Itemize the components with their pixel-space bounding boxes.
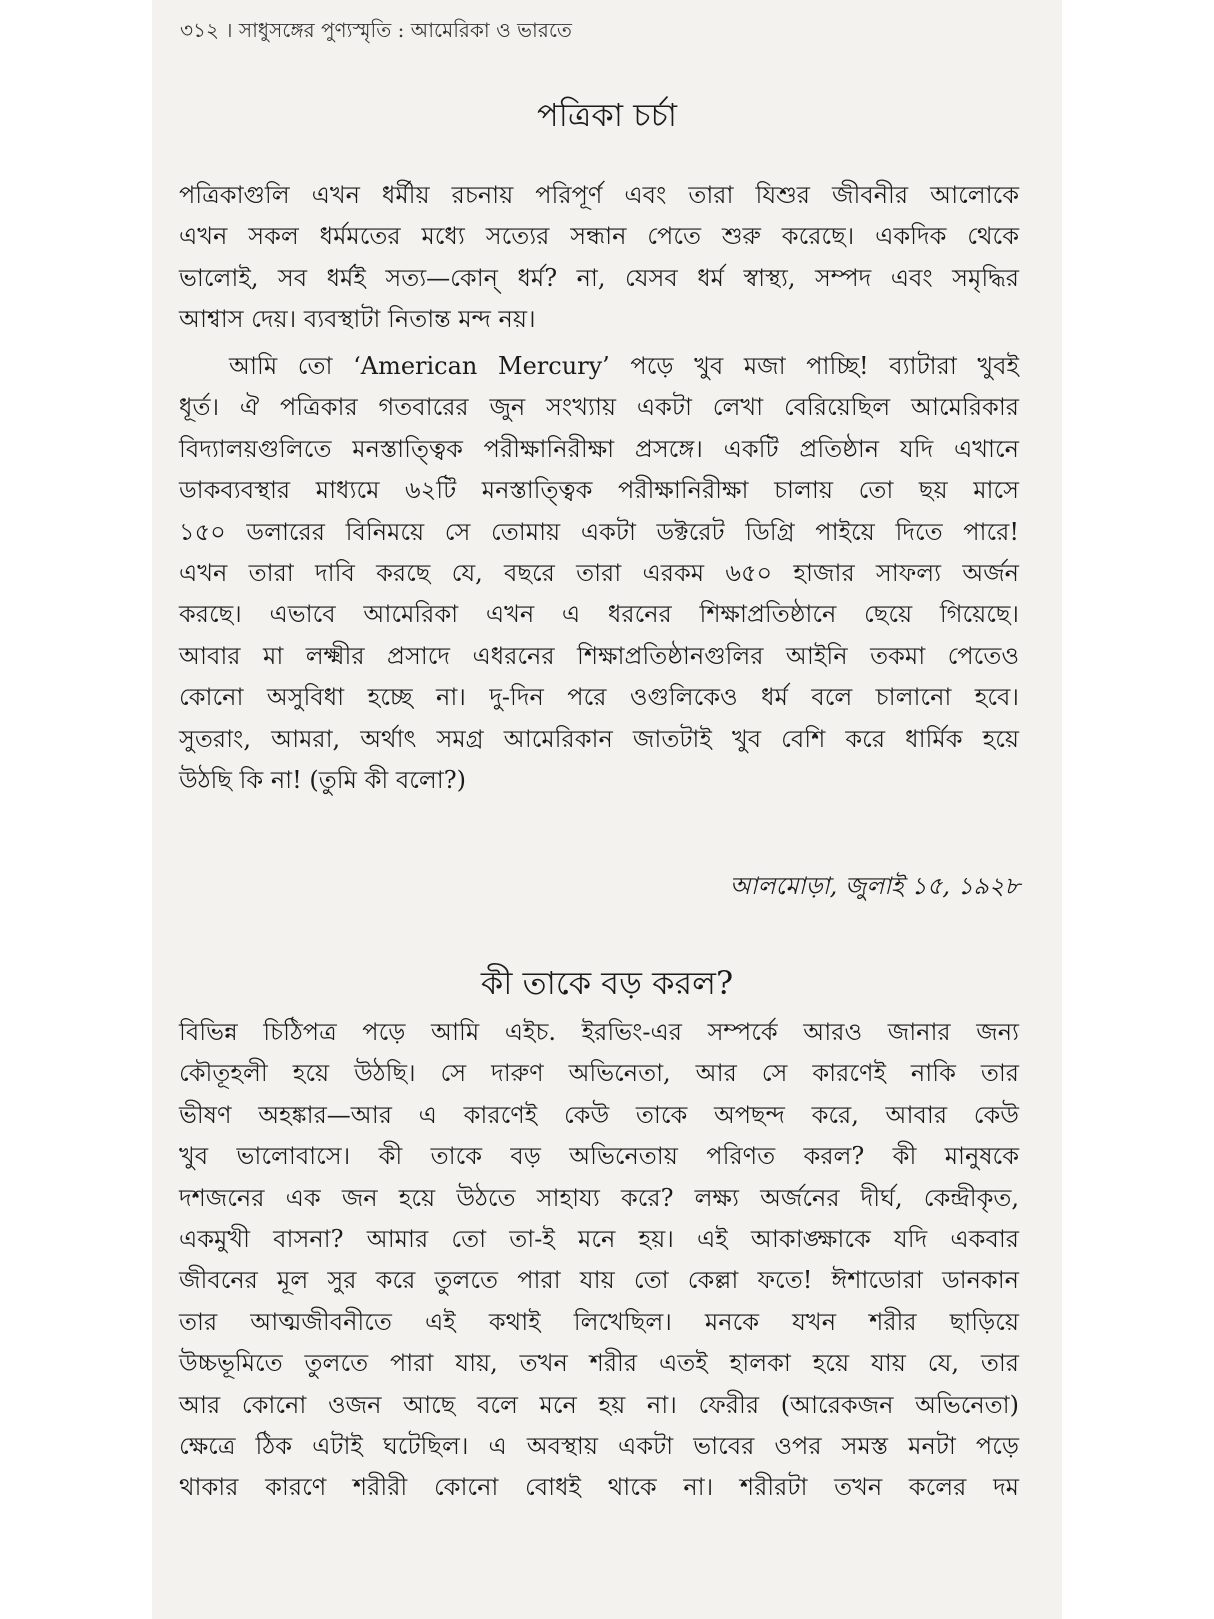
section1-paragraph-1: [179, 175, 1019, 341]
section2-paragraph-1: [179, 1012, 1019, 1509]
text-line: খুব ভালোবাসে। কী তাকে বড় অভিনেতায় পরিণত করল? কী মানুষকে: [179, 1142, 1019, 1171]
place-date-signature: আলমোড়া, জুলাই ১৫, ১৯২৮: [729, 872, 1020, 900]
text-line: বিদ্যালয়গুলিতে মনস্তাত্ত্বিক পরীক্ষানিরীক্ষা প্রসঙ্গে। একটি প্রতিষ্ঠান যদি এখানে: [179, 434, 1019, 463]
text-line: থাকার কারণে শরীরী কোনো বোধই থাকে না। শরীরটা তখন কলের দম: [179, 1473, 1019, 1502]
text-line: করছে। এভাবে আমেরিকা এখন এ ধরনের শিক্ষাপ্রতিষ্ঠানে ছেয়ে গিয়েছে।: [179, 600, 1019, 629]
text-line: তার আত্মজীবনীতে এই কথাই লিখেছিল। মনকে যখন শরীর ছাড়িয়ে: [179, 1307, 1019, 1336]
running-head: ৩১২ । সাধুসঙ্গের পুণ্যস্মৃতি : আমেরিকা ও ভারতে: [180, 18, 572, 42]
text-line: একমুখী বাসনা? আমার তো তা-ই মনে হয়। এই আকাঙ্ক্ষাকে যদি একবার: [179, 1224, 1019, 1253]
text-line: ক্ষেত্রে ঠিক এটাই ঘটেছিল। এ অবস্থায় একটা ভাবের ওপর সমস্ত মনটা পড়ে: [179, 1431, 1019, 1460]
text-line: আশ্বাস দেয়। ব্যবস্থাটা নিতান্ত মন্দ নয়।: [179, 305, 536, 334]
book-page: [152, 0, 1062, 1619]
text-line: পত্রিকাগুলি এখন ধর্মীয় রচনায় পরিপূর্ণ এবং তারা যিশুর জীবনীর আলোকে: [179, 181, 1019, 209]
text-line: জীবনের মূল সুর করে তুলতে পারা যায় তো কেল্লা ফতে! ঈশাডোরা ডানকান: [179, 1266, 1019, 1295]
text-line: ধূর্ত। ঐ পত্রিকার গতবারের জুন সংখ্যায় একটা লেখা বেরিয়েছিল আমেরিকার: [179, 393, 1019, 422]
text-line: কোনো অসুবিধা হচ্ছে না। দু-দিন পরে ওগুলিকেও ধর্ম বলে চালানো হবে।: [179, 683, 1019, 712]
text-line: ভালোই, সব ধর্মই সত্য—কোন্ ধর্ম? না, যেসব ধর্ম স্বাস্থ্য, সম্পদ এবং সমৃদ্ধির: [179, 263, 1019, 292]
text-line: ১৫০ ডলারের বিনিময়ে সে তোমায় একটা ডক্টরেট ডিগ্রি পাইয়ে দিতে পারে!: [179, 517, 1019, 546]
text-line: বিভিন্ন চিঠিপত্র পড়ে আমি এইচ. ইরভিং-এর সম্পর্কে আরও জানার জন্য: [179, 1018, 1019, 1046]
text-line: আমি তো ‘American Mercury’ পড়ে খুব মজা পাচ্ছি! ব্যাটারা খুবই: [229, 352, 1019, 380]
text-line: কৌতূহলী হয়ে উঠছি। সে দারুণ অভিনেতা, আর সে কারণেই নাকি তার: [179, 1059, 1019, 1088]
section-title-2: কী তাকে বড় করল?: [480, 964, 734, 1002]
text-line: উচ্চভূমিতে তুলতে পারা যায়, তখন শরীর এতই হালকা হয়ে যায় যে, তার: [179, 1349, 1019, 1378]
text-line: উঠছি কি না! (তুমি কী বলো?): [179, 765, 466, 794]
section-title-1: পত্রিকা চর্চা: [536, 96, 678, 134]
text-line: আর কোনো ওজন আছে বলে মনে হয় না। ফেরীর (আরেকজন অভিনেতা): [179, 1390, 1019, 1419]
text-line: ডাকব্যবস্থার মাধ্যমে ৬২টি মনস্তাত্ত্বিক পরীক্ষানিরীক্ষা চালায় তো ছয় মাসে: [179, 476, 1019, 505]
text-line: এখন সকল ধর্মমতের মধ্যে সত্যের সন্ধান পেতে শুরু করেছে। একদিক থেকে: [179, 222, 1019, 251]
text-line: দশজনের এক জন হয়ে উঠতে সাহায্য করে? লক্ষ্য অর্জনের দীর্ঘ, কেন্দ্রীকৃত,: [179, 1183, 1019, 1212]
text-line: আবার মা লক্ষ্মীর প্রসাদে এধরনের শিক্ষাপ্রতিষ্ঠানগুলির আইনি তকমা পেতেও: [179, 641, 1019, 670]
text-line: এখন তারা দাবি করছে যে, বছরে তারা এরকম ৬৫০ হাজার সাফল্য অর্জন: [179, 558, 1019, 587]
section1-paragraph-2: [179, 346, 1019, 801]
text-line: ভীষণ অহঙ্কার—আর এ কারণেই কেউ তাকে অপছন্দ করে, আবার কেউ: [179, 1100, 1019, 1129]
text-line: সুতরাং, আমরা, অর্থাৎ সমগ্র আমেরিকান জাতটাই খুব বেশি করে ধার্মিক হয়ে: [179, 724, 1019, 753]
